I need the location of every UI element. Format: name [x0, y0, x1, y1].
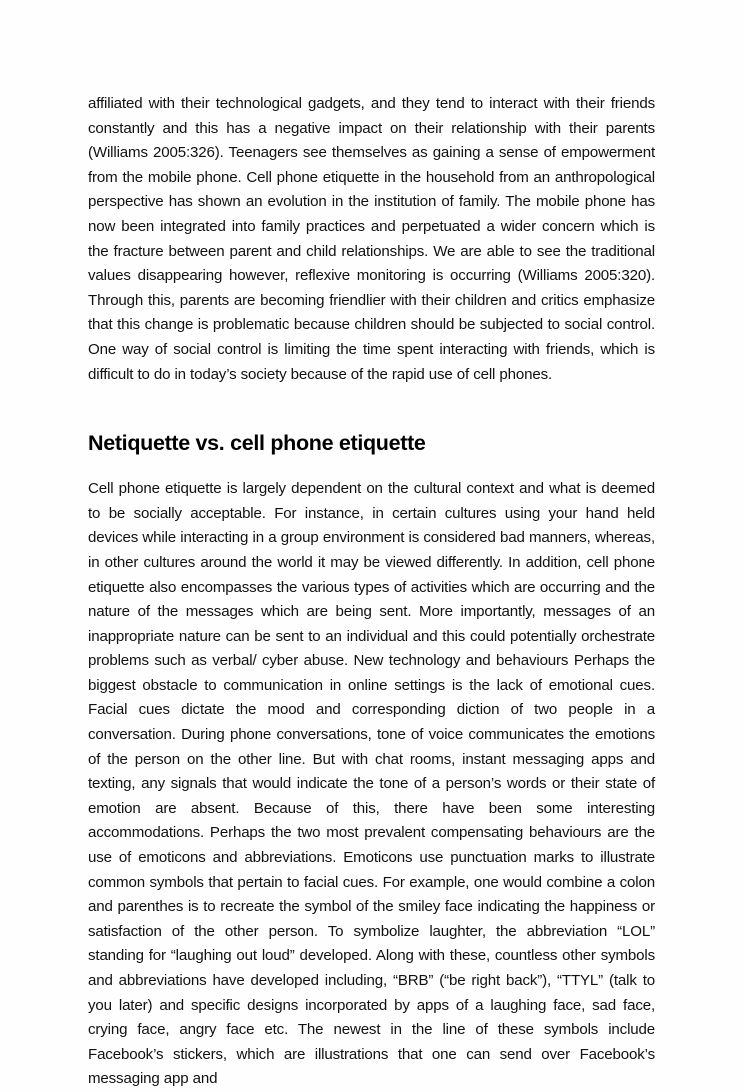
body-paragraph-1: affiliated with their technological gadgets, and they tend to interact with their friends constantly and this has a negative impact on their relationship with their parents (Williams 2005:326). Teenagers see themselves as gaining a sense of empowerment from the mobile phone. Cell phone etiquette in the household from an anthropological perspective has shown an evolution in the institution of family. The mobile phone has now been integrated into family practices and perpetuated a wider concern which is the fracture between parent and child relationships. We are able to see the traditional values disappearing however, reflexive monitoring is occurring (Williams 2005:320). Through this, parents are becoming friendlier with their children and critics emphasize that this change is problematic because children should be subjected to social control. One way of social control is limiting the time spent interacting with friends, which is difficult to do in today’s society because of the rapid use of cell phones. [88, 95, 655, 383]
section-heading-netiquette: Netiquette vs. cell phone etiquette [88, 431, 426, 456]
body-paragraph-2: Cell phone etiquette is largely dependent on the cultural context and what is deemed to be socially acceptable. For instance, in certain cultures using your hand held devices while interacting in a group environment is considered bad manners, whereas, in other cultures around the world it may be viewed differently. In addition, cell phone etiquette also encompasses the various types of activities which are occurring and the nature of the messages which are being sent. More importantly, messages of an inappropriate nature can be sent to an individual and this could potentially orchestrate problems such as verbal/ cyber abuse. New technology and behaviours Perhaps the biggest obstacle to communication in online settings is the lack of emotional cues. Facial cues dictate the mood and corresponding diction of two people in a conversation. During phone conversations, tone of voice communicates the emotions of the person on the other line. But with chat rooms, instant messaging apps and texting, any signals that would indicate the tone of a person’s words or their state of emotion are absent. Because of this, there have been some interesting accommodations. Perhaps the two most prevalent compensating behaviours are the use of emoticons and abbreviations. Emoticons use punctuation marks to illustrate common symbols that pertain to facial cues. For example, one would combine a colon and parenthes is to recreate the symbol of the smiley face indicating the happiness or satisfaction of the other person. To symbolize laughter, the abbreviation “LOL” standing for “laughing out loud” developed. Along with these, countless other symbols and abbreviations have developed including, “BRB” (“be right back”), “TTYL” (talk to you later) and specific designs incorporated by apps of a laughing face, sad face, crying face, angry face etc. The newest in the line of these symbols include Facebook’s stickers, which are illustrations that one can send over Facebook’s messaging app and [88, 480, 655, 1088]
heading-top-spacer [88, 387, 655, 429]
heading-bottom-spacer [88, 457, 655, 477]
page-content-column [88, 92, 655, 1092]
